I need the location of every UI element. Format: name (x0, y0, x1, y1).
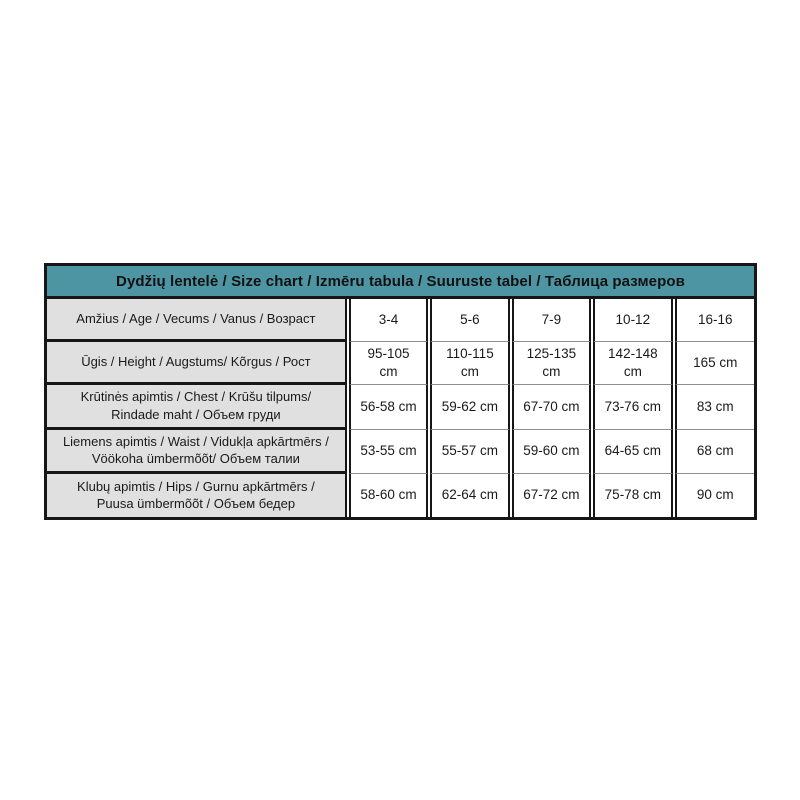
age-value-cell: 16-16 (675, 299, 754, 342)
row-label-hips: Klubų apimtis / Hips / Gurnu apkārtmērs / Puusa ümbermõõt / Объем бедер (47, 474, 347, 517)
chest-value-cell: 56-58 cm (349, 385, 428, 429)
hips-value-cell: 90 cm (675, 474, 754, 517)
row-label-age: Amžius / Age / Vecums / Vanus / Возраст (47, 299, 347, 342)
height-value-cell: 142-148 cm (593, 342, 672, 385)
age-value-cell: 5-6 (430, 299, 509, 342)
age-value-cell: 3-4 (349, 299, 428, 342)
hips-value-cell: 58-60 cm (349, 474, 428, 517)
size-chart-body (47, 299, 754, 517)
chest-value-cell: 73-76 cm (593, 385, 672, 429)
height-value-cell: 165 cm (675, 342, 754, 385)
size-chart-table (44, 263, 757, 520)
hips-value-cell: 67-72 cm (512, 474, 591, 517)
waist-value-cell: 68 cm (675, 430, 754, 474)
height-value-cell: 110-115 cm (430, 342, 509, 385)
age-value-cell: 10-12 (593, 299, 672, 342)
age-value-cell: 7-9 (512, 299, 591, 342)
waist-value-cell: 59-60 cm (512, 430, 591, 474)
chest-value-cell: 59-62 cm (430, 385, 509, 429)
height-value-cell: 95-105 cm (349, 342, 428, 385)
chest-value-cell: 83 cm (675, 385, 754, 429)
size-chart-title: Dydžių lentelė / Size chart / Izmēru tabula / Suuruste tabel / Таблица размеров (47, 266, 754, 299)
row-label-height: Ūgis / Height / Augstums/ Kõrgus / Рост (47, 342, 347, 385)
row-label-waist: Liemens apimtis / Waist / Vidukļa apkārtmērs / Vöökoha ümbermõõt/ Объем талии (47, 430, 347, 474)
chest-value-cell: 67-70 cm (512, 385, 591, 429)
waist-value-cell: 55-57 cm (430, 430, 509, 474)
row-label-chest: Krūtinės apimtis / Chest / Krūšu tilpums/ Rindade maht / Объем груди (47, 385, 347, 429)
hips-value-cell: 75-78 cm (593, 474, 672, 517)
waist-value-cell: 53-55 cm (349, 430, 428, 474)
hips-value-cell: 62-64 cm (430, 474, 509, 517)
waist-value-cell: 64-65 cm (593, 430, 672, 474)
height-value-cell: 125-135 cm (512, 342, 591, 385)
